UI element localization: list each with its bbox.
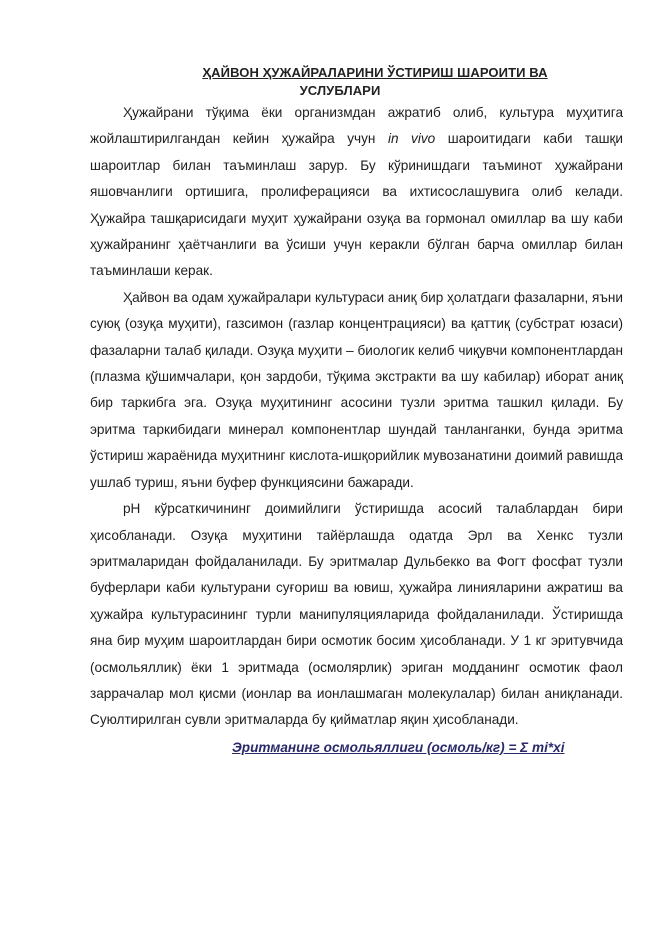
document-body xyxy=(90,100,623,734)
title-line-1: ҲАЙВОН ҲУЖАЙРАЛАРИНИ ЎСТИРИШ ШАРОИТИ ВА xyxy=(202,65,548,80)
paragraph-1-text-b: шароитидаги каби ташқи шароитлар билан таъминлаш зарур. Бу кўринишдаги таъминот ҳужайрани яшовчанлиги ортишига, пролиферацияси ва ихтисослашувига олиб келади. Ҳужайра ташқарисидаги муҳит ҳужайрани озуқа ва гормонал омиллар ва шу каби ҳужайранинг ҳаётчанлиги ва ўсиши учун керакли бўлган барча омиллар билан таъминлаши керак. xyxy=(90,131,624,279)
paragraph-1-text-a: Ҳужайрани тўқима ёки организмдан ажратиб олиб, культура муҳитига жойлаштирилгандан кейин ҳужайра учун xyxy=(90,105,623,147)
paragraph-1-in-vivo: in vivo xyxy=(387,131,436,147)
document-title xyxy=(150,64,600,100)
paragraph-3: рН кўрсаткичининг доимийлиги ўстиришда асосий талаблардан бири ҳисобланади. Озуқа муҳитини тайёрлашда одатда Эрл ва Хенкс тузли эритмаларидан фойдаланилади. Бу эритмалар Дульбекко ва Фогт фосфат тузли буферлари каби культурани суғориш ва ювиш, ҳужайра линияларини ажратиш ва ҳужайра культурасининг турли манипуляцияларида фойдаланилади. Ўстиришда яна бир муҳим шароитлардан бири осмотик босим ҳисобланади. У 1 кг эритувчида (осмольяллик) ёки 1 эритмада (осмолярлик) эриган модданинг осмотик фаол заррачалар мол қисми (ионлар ва ионлашмаган молекулалар) билан аниқланади. Суюлтирилган сувли эритмаларда бу қийматлар яқин ҳисобланади. xyxy=(90,501,623,728)
title-line-2: УСЛУБЛАРИ xyxy=(299,83,381,98)
osmolality-formula: Эритманинг осмольяллиги (осмоль/кг) = Σ mi*xi xyxy=(232,740,565,755)
paragraph-2: Ҳайвон ва одам ҳужайралари культураси аниқ бир ҳолатдаги фазаларни, яъни суюқ (озуқа муҳити), газсимон (газлар концентрацияси) ва қаттиқ (субстрат юзаси) фазаларни талаб қилади. Озуқа муҳити – биологик келиб чиқувчи компонентлардан (плазма қўшимчалари, қон зардоби, тўқима экстракти ва шу кабилар) иборат аниқ бир таркибга эга. Озуқа муҳитининг асосини тузли эритма ташкил қилади. Бу эритма таркибидаги минерал компонентлар шундай танланганки, бунда эритма ўстириш жараёнида муҳитнинг кислота-ишқорийлик мувозанатини доимий равишда ушлаб туриш, яъни буфер функциясини бажаради. xyxy=(90,289,623,490)
paragraph-1 xyxy=(90,100,623,285)
